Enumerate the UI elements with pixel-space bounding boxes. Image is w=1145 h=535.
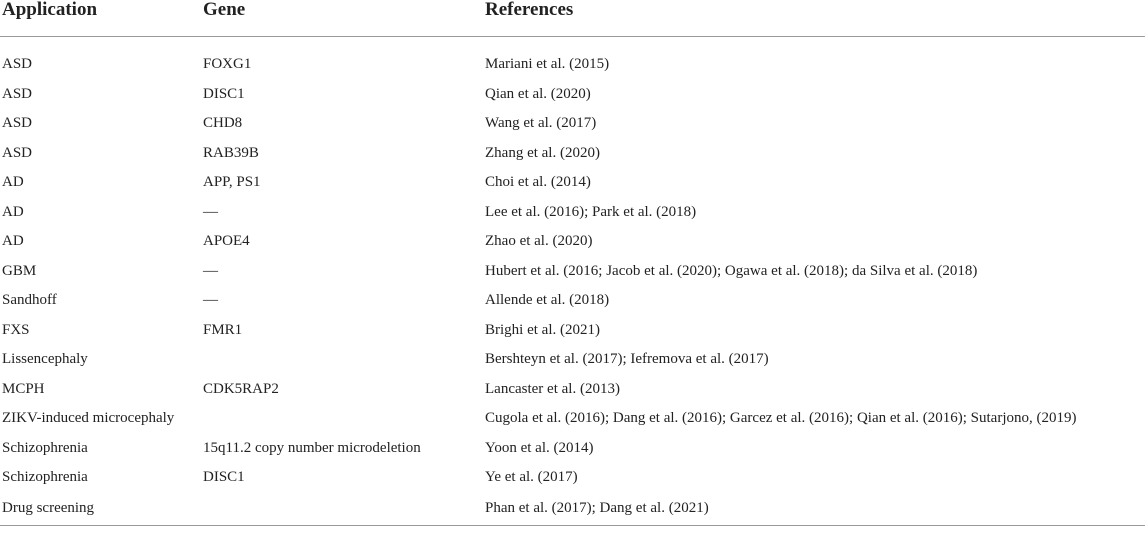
table-header	[0, 0, 1145, 37]
cell-references: Lancaster et al. (2013)	[485, 380, 620, 397]
cell-application: Lissencephaly	[2, 351, 88, 368]
cell-application: ASD	[2, 56, 33, 73]
header-references: References	[483, 0, 1145, 37]
cell-application: ZIKV-induced microcephaly	[2, 410, 175, 427]
table-row	[0, 227, 1145, 257]
cell-gene	[201, 493, 483, 526]
table-row	[0, 493, 1145, 526]
table-row	[0, 139, 1145, 169]
cell-references: Yoon et al. (2014)	[485, 439, 594, 456]
table-row	[0, 463, 1145, 493]
cell-references: Allende et al. (2018)	[485, 292, 610, 309]
table-row	[0, 168, 1145, 198]
cell-gene: FOXG1	[203, 56, 252, 73]
cell-references: Hubert et al. (2016; Jacob et al. (2020); Ogawa et al. (2018); da Silva et al. (2018)	[485, 262, 978, 279]
cell-gene	[201, 345, 483, 375]
cell-application: GBM	[2, 262, 37, 279]
cell-gene: —	[203, 292, 218, 309]
cell-application: MCPH	[2, 380, 45, 397]
cell-application: FXS	[2, 321, 30, 338]
table-row	[0, 257, 1145, 287]
cell-references: Bershteyn et al. (2017); Iefremova et al. (2017)	[485, 351, 769, 368]
cell-gene: DISC1	[203, 469, 245, 486]
table-row	[0, 345, 1145, 375]
cell-application: ASD	[2, 115, 33, 132]
cell-application: AD	[2, 174, 24, 191]
table-row	[0, 316, 1145, 346]
cell-gene	[201, 404, 483, 434]
cell-references: Brighi et al. (2021)	[485, 321, 600, 338]
table-body	[0, 37, 1145, 526]
cell-application: ASD	[2, 85, 33, 102]
cell-gene: —	[203, 262, 218, 279]
cell-application: Schizophrenia	[2, 469, 88, 486]
cell-gene: 15q11.2 copy number microdeletion	[203, 439, 421, 456]
cell-references: Mariani et al. (2015)	[485, 56, 610, 73]
header-row	[0, 0, 1145, 37]
table-row	[0, 80, 1145, 110]
table-row	[0, 434, 1145, 464]
cell-gene: CDK5RAP2	[203, 380, 279, 397]
cell-references: Qian et al. (2020)	[485, 85, 591, 102]
cell-gene: CHD8	[203, 115, 243, 132]
cell-application: AD	[2, 203, 24, 220]
header-application: Application	[0, 0, 201, 37]
cell-application: ASD	[2, 144, 33, 161]
cell-gene: APOE4	[203, 233, 250, 250]
cell-application: Drug screening	[0, 493, 201, 526]
table-row	[0, 50, 1145, 80]
table-row	[0, 375, 1145, 405]
cell-references: Cugola et al. (2016); Dang et al. (2016); Garcez et al. (2016); Qian et al. (2016); Sutarjono, (2019)	[485, 410, 1077, 427]
cell-gene: APP, PS1	[203, 174, 261, 191]
cell-gene: —	[203, 203, 218, 220]
table-row	[0, 198, 1145, 228]
cell-application: Schizophrenia	[2, 439, 88, 456]
cell-application: Sandhoff	[2, 292, 57, 309]
cell-references: Zhao et al. (2020)	[485, 233, 593, 250]
cell-references: Choi et al. (2014)	[485, 174, 591, 191]
cell-references: Zhang et al. (2020)	[485, 144, 600, 161]
cell-application: AD	[2, 233, 24, 250]
cell-references: Phan et al. (2017); Dang et al. (2021)	[483, 493, 1145, 526]
cell-gene: RAB39B	[203, 144, 259, 161]
cell-references: Wang et al. (2017)	[485, 115, 597, 132]
cell-gene: FMR1	[203, 321, 243, 338]
table-row	[0, 286, 1145, 316]
cell-references: Lee et al. (2016); Park et al. (2018)	[485, 203, 697, 220]
cell-references: Ye et al. (2017)	[485, 469, 578, 486]
table-spacer-row	[0, 37, 1145, 51]
header-gene: Gene	[201, 0, 483, 37]
table-row	[0, 109, 1145, 139]
table-row	[0, 404, 1145, 434]
cell-gene: DISC1	[203, 85, 245, 102]
